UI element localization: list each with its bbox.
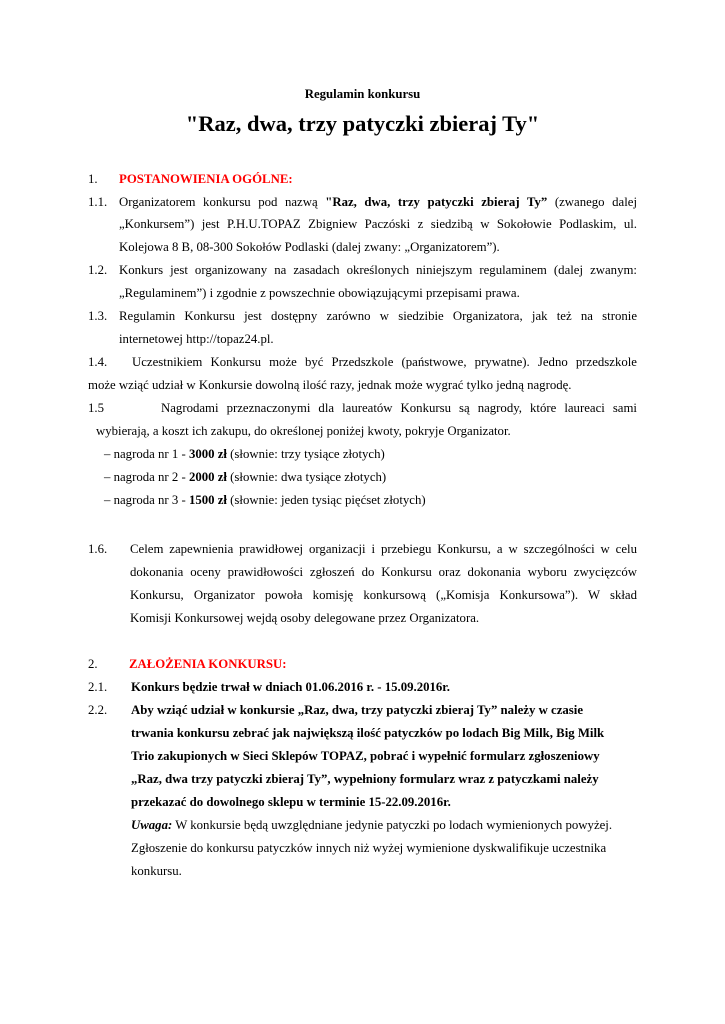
item-2-2-line-8: konkursu. [131, 864, 182, 878]
prize-2-label: – nagroda nr 2 - [104, 470, 189, 484]
prize-1-label: – nagroda nr 1 - [104, 447, 189, 461]
section-2-number: 2. [88, 657, 98, 671]
item-1-1-line-1 [119, 194, 637, 211]
item-2-2-line-1: Aby wziąć udział w konkursie „Raz, dwa, trzy patyczki zbieraj Ty” należy w czasie [131, 703, 583, 717]
section-1-heading: POSTANOWIENIA OGÓLNE: [119, 172, 293, 186]
document-title: "Raz, dwa, trzy patyczki zbieraj Ty" [185, 111, 540, 136]
item-1-6-number: 1.6. [88, 542, 108, 556]
prize-1-amount: 3000 zł [188, 447, 227, 461]
item-1-4-line-2: może wziąć udział w Konkursie dowolną ilość razy, jednak może wygrać tylko jedną nagrodę. [88, 378, 572, 392]
prize-3-words: (słownie: jeden tysiąc pięćset złotych) [226, 493, 426, 507]
item-1-5-number: 1.5 [88, 401, 104, 415]
item-1-5-line-2: wybierają, a koszt ich zakupu, do określonej poniżej kwoty, pokryje Organizator. [96, 424, 511, 438]
section-2-heading: ZAŁOŻENIA KONKURSU: [129, 657, 287, 671]
item-2-2-line-4: „Raz, dwa trzy patyczki zbieraj Ty”, wypełniony formularz wraz z patyczkami należy [131, 772, 599, 786]
prize-2 [104, 469, 386, 486]
item-1-6-line-1: Celem zapewnienia prawidłowej organizacji i przebiegu Konkursu, a w szczególności w celu [130, 542, 637, 556]
prize-3-label: – nagroda nr 3 - [104, 493, 189, 507]
item-2-1-number: 2.1. [88, 680, 108, 694]
item-1-3-line-1: Regulamin Konkursu jest dostępny zarówno w siedzibie Organizatora, jak też na stronie [119, 309, 637, 323]
item-1-3-number: 1.3. [88, 309, 108, 323]
note-label: Uwaga: [131, 818, 173, 832]
prize-2-amount: 2000 zł [188, 470, 227, 484]
item-1-1-text-c: (zwanego dalej [547, 195, 637, 209]
item-1-1-text-a: Organizatorem konkursu pod nazwą [119, 195, 326, 209]
document-subtitle: Regulamin konkursu [304, 87, 421, 101]
prize-2-words: (słownie: dwa tysiące złotych) [226, 470, 387, 484]
prize-1-words: (słownie: trzy tysiące złotych) [226, 447, 385, 461]
item-2-2-line-7: Zgłoszenie do konkursu patyczków innych niż wyżej wymienione dyskwalifikuje uczestnika [131, 841, 607, 855]
item-1-2-line-1: Konkurs jest organizowany na zasadach określonych niniejszym regulaminem (dalej zwanym: [119, 263, 637, 277]
item-1-3-line-2: internetowej http://topaz24.pl. [119, 332, 274, 346]
item-2-2-line-3: Trio zakupionych w Sieci Sklepów TOPAZ, pobrać i wypełnić formularz zgłoszeniowy [131, 749, 600, 763]
item-1-5-line-1: Nagrodami przeznaczonymi dla laureatów Konkursu są nagrody, które laureaci sami [161, 401, 637, 415]
note-text: W konkursie będą uwzględniane jedynie patyczki po lodach wymienionych powyżej. [172, 818, 613, 832]
item-2-2-line-5: przekazać do dowolnego sklepu w terminie 15-22.09.2016r. [131, 795, 451, 809]
item-1-4-line-1: Uczestnikiem Konkursu może być Przedszkole (państwowe, prywatne). Jedno przedszkole [132, 355, 637, 369]
item-1-6-line-2: dokonania oceny prawidłowości zgłoszeń do Konkursu oraz dokonania wyboru zwycięzców [130, 565, 637, 579]
prize-1 [104, 446, 385, 463]
prize-3 [104, 492, 426, 509]
item-1-6-line-4: Komisji Konkursowej wejdą osoby delegowane przez Organizatora. [130, 611, 480, 625]
item-1-1-line-3: Kolejowa 8 B, 08-300 Sokołów Podlaski (dalej zwany: „Organizatorem”). [119, 240, 500, 254]
item-2-2-note [131, 817, 612, 834]
prize-3-amount: 1500 zł [188, 493, 227, 507]
item-1-2-line-2: „Regulaminem”) i zgodnie z powszechnie obowiązującymi przepisami prawa. [119, 286, 520, 300]
item-1-1-contest-name: "Raz, dwa, trzy patyczki zbieraj Ty” [325, 195, 548, 209]
section-1-number: 1. [88, 172, 98, 186]
item-1-1-number: 1.1. [88, 195, 108, 209]
item-2-1-line-1: Konkurs będzie trwał w dniach 01.06.2016 r. - 15.09.2016r. [131, 680, 450, 694]
item-1-1-line-2: „Konkursem”) jest P.H.U.TOPAZ Zbigniew Paczóski z siedzibą w Sokołowie Podlaskim, ul. [119, 217, 637, 231]
item-2-2-number: 2.2. [88, 703, 108, 717]
item-1-4-number: 1.4. [88, 355, 108, 369]
item-1-2-number: 1.2. [88, 263, 108, 277]
item-2-2-line-2: trwania konkursu zebrać jak największą ilość patyczków po lodach Big Milk, Big Milk [131, 726, 605, 740]
item-1-6-line-3: Konkursu, Organizator powoła komisję konkursową („Komisja Konkursowa”). W skład [130, 588, 637, 602]
